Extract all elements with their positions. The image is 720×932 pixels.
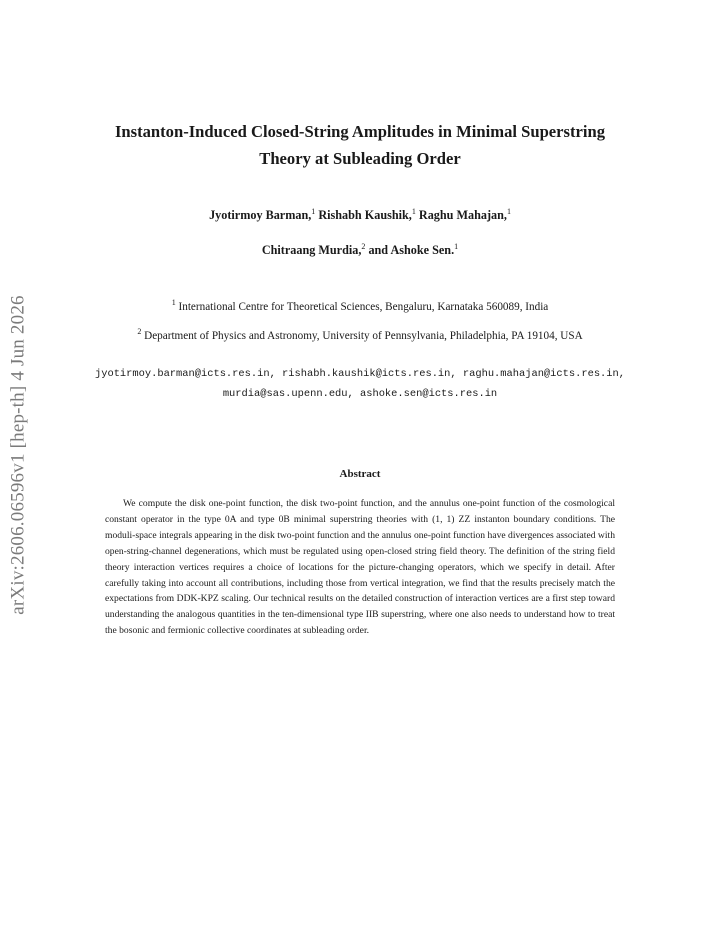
- affiliation-mark: 2: [361, 242, 366, 251]
- author-name: Chitraang Murdia,: [261, 243, 362, 257]
- author-name: Raghu Mahajan,: [418, 208, 507, 222]
- email-line-2: murdia@sas.upenn.edu, ashoke.sen@icts.res.in: [222, 388, 498, 400]
- affiliation-text: Department of Physics and Astronomy, University of Pennsylvania, Philadelphia, PA 19104, USA: [144, 330, 583, 342]
- author-list: [60, 205, 660, 275]
- affiliation-text: International Centre for Theoretical Sciences, Bengaluru, Karnataka 560089, India: [178, 301, 549, 313]
- affiliation-mark: 1: [506, 207, 511, 216]
- abstract-text: We compute the disk one-point function, the disk two-point function, and the annulus one-point function of the cosmological constant operator in the type 0A and type 0B minimal superstring theories with (1, 1) ZZ instanton boundary conditions. The moduli-space integrals appearing in the disk two-point function and the annulus one-point function have divergences associated with open-string-channel degenerations, which must be regulated using open-closed string field theory. The definition of the string field theory interaction vertices requires a choice of locations for the picture-changing operators, which we specify in detail. After carefully taking into account all contributions, including those from vertical integration, we find that the results precisely match the expectations from DDK-KPZ scaling. Our technical results on the detailed construction of interaction vertices are a first step toward understanding the analogous quantities in the ten-dimensional type IIB superstring, where one also needs to understand how to treat the bosonic and fermionic collective coordinates at subleading order.: [105, 498, 615, 637]
- abstract-heading: Abstract: [339, 468, 381, 480]
- title-line-2: Theory at Subleading Order: [259, 149, 461, 168]
- affiliation-mark: 1: [454, 242, 459, 251]
- email-list: [40, 364, 680, 404]
- affiliation-1: [40, 299, 680, 315]
- affiliation-2: [40, 328, 680, 344]
- title-line-1: Instanton-Induced Closed-String Amplitudes in Minimal Superstring: [114, 122, 606, 141]
- author-line-1: [60, 205, 660, 225]
- email-line-1: jyotirmoy.barman@icts.res.in, rishabh.kaushik@icts.res.in, raghu.mahajan@icts.res.in,: [94, 368, 625, 380]
- author-line-2: [60, 240, 660, 260]
- affiliation-mark: 1: [411, 207, 416, 216]
- affiliation-mark: 1: [311, 207, 316, 216]
- author-conjunction: and: [368, 243, 389, 257]
- author-name: Ashoke Sen.: [390, 243, 455, 257]
- author-name: Jyotirmoy Barman,: [209, 208, 312, 222]
- arxiv-identifier: arXiv:2606.06596v1 [hep-th] 4 Jun 2026: [7, 295, 29, 615]
- affiliation-mark: 1: [171, 298, 176, 307]
- paper-title: [60, 118, 660, 172]
- affiliation-mark: 2: [137, 327, 142, 336]
- author-name: Rishabh Kaushik,: [318, 208, 412, 222]
